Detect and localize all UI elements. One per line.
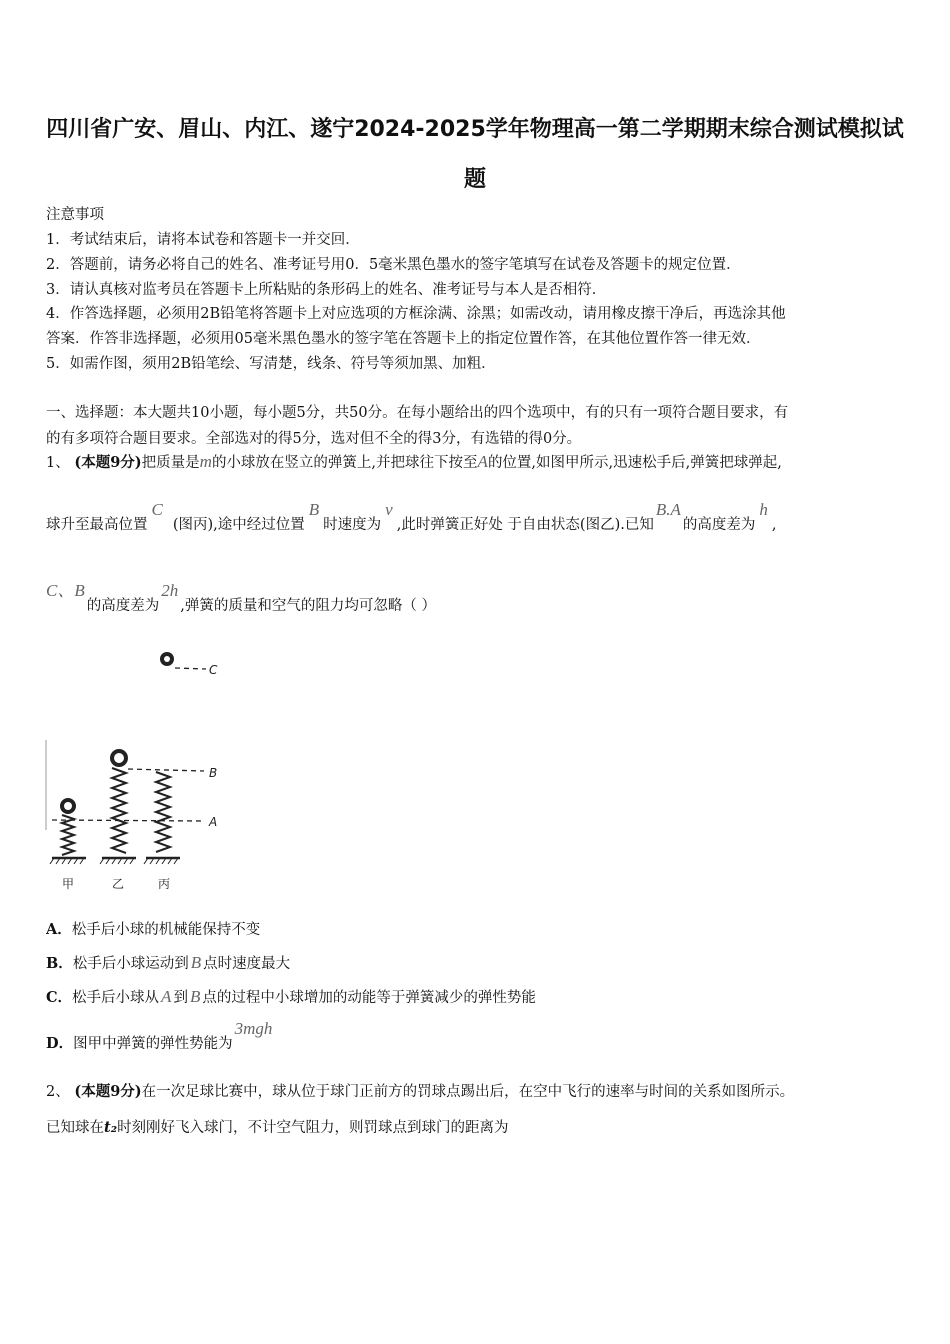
option-c[interactable] [46,986,916,1007]
question-text: , [771,517,777,533]
option-label: B． [46,955,73,972]
question-text: 把质量是 [141,455,200,471]
option-label: C． [46,989,73,1006]
option-a[interactable] [46,918,916,939]
option-text: 松手后小球的机械能保持不变 [71,922,261,938]
question-number: 1、 [46,455,70,471]
math-C: C [151,500,163,519]
spring-bing [144,772,180,864]
question-text: (图丙),途中经过位置 [172,517,305,533]
section-intro-line1: 一、选择题：本大题共10小题，每小题5分，共50分。在每小题给出的四个选项中，有的只有一项符合题目要求，有 [46,405,789,421]
question-text: 的高度差为 [86,598,160,614]
option-label: A． [46,921,72,938]
option-text: 到 [173,990,188,1006]
math-t2: t₂ [104,1119,118,1136]
option-d[interactable] [46,1019,916,1053]
math-A: A [161,987,172,1006]
question-score: (本题9分) [74,454,142,471]
math-CB: C、B [46,581,85,600]
option-text: 点的过程中小球增加的动能等于弹簧减少的弹性势能 [202,990,536,1006]
question-1-line3 [46,581,916,615]
math-BA: B.A [655,500,681,519]
question-text: 时速度为 [323,517,382,533]
math-v: v [385,500,393,519]
spring-diagram [44,640,234,900]
spring-yi [100,749,136,864]
caption-bing: 丙 [158,877,171,891]
question-1-line2 [46,500,916,534]
question-text: ,弹簧的质量和空气的阻力均可忽略（ ） [180,598,436,614]
exam-title-line1: 四川省广安、眉山、内江、遂宁2024-2025学年物理高一第二学期期末综合测试模拟试 [46,117,904,142]
math-h: h [759,500,768,519]
question-text: 在一次足球比赛中，球从位于球门正前方的罚球点踢出后，在空中飞行的速率与时间的关系如图所示。 [141,1084,795,1100]
section-intro-line2: 的有多项符合题目要求。全部选对的得5分，选对但不全的得3分，有选错的得0分。 [46,431,582,447]
question-text: ,此时弹簧正好处 于自由状态(图乙).已知 [396,517,654,533]
question-text: 的小球放在竖立的弹簧上,并把球往下按至 [211,455,478,471]
notice-item: 3．请认真核对监考员在答题卡上所粘贴的条形码上的姓名、准考证号与本人是否相符． [46,282,607,298]
caption-yi: 乙 [112,877,125,891]
notice-item: 2．答题前，请务必将自己的姓名、准考证号用0．5毫米黑色墨水的签字笔填写在试卷及答题卡的规定位置． [46,257,741,273]
question-2-line2 [46,1116,916,1137]
option-text: 松手后小球运动到 [72,956,189,972]
exam-title-line2: 题 [463,167,486,192]
notice-item: 1．考试结束后，请将本试卷和答题卡一并交回． [46,232,360,248]
math-3mgh: 3mgh [234,1019,273,1038]
question-text: 的位置,如图甲所示,迅速松手后,弹簧把球弹起, [487,455,782,471]
spring-jia [50,798,86,864]
notice-heading: 注意事项 [46,207,104,223]
math-B: B [189,987,201,1006]
math-B: B [308,500,320,519]
label-a: A [209,815,218,829]
question-2-line1 [46,1080,916,1101]
notice-item: 答案．作答非选择题，必须用05毫米黑色墨水的签字笔在答题卡上的指定位置作答，在其他位置作答一律无效． [46,331,761,347]
option-label: D． [46,1035,74,1052]
option-text: 点时速度最大 [203,956,291,972]
option-text: 图甲中弹簧的弹性势能为 [73,1036,233,1052]
option-text: 松手后小球从 [72,990,160,1006]
label-c: C [209,663,218,677]
notice-item: 5．如需作图，须用2B铅笔绘、写清楚，线条、符号等须加黑、加粗． [46,356,496,372]
math-B: B [190,953,202,972]
math-A: A [477,452,488,471]
question-text: 已知球在 [46,1120,104,1136]
option-b[interactable] [46,952,916,973]
caption-jia: 甲 [62,877,75,891]
question-text: 球升至最高位置 [46,517,148,533]
question-1-line1 [46,451,916,472]
label-b: B [209,766,218,780]
math-m: m [199,452,212,471]
notice-item: 4．作答选择题，必须用2B铅笔将答题卡上对应选项的方框涂满、涂黑；如需改动，请用橡皮擦干净后，再选涂其他 [46,306,786,322]
question-text: 的高度差为 [682,517,756,533]
question-number: 2、 [46,1084,70,1100]
question-score: (本题9分) [74,1083,142,1100]
math-2h: 2h [161,581,179,600]
question-text: 时刻刚好飞入球门，不计空气阻力，则罚球点到球门的距离为 [117,1120,509,1136]
spring-figure [44,640,234,900]
